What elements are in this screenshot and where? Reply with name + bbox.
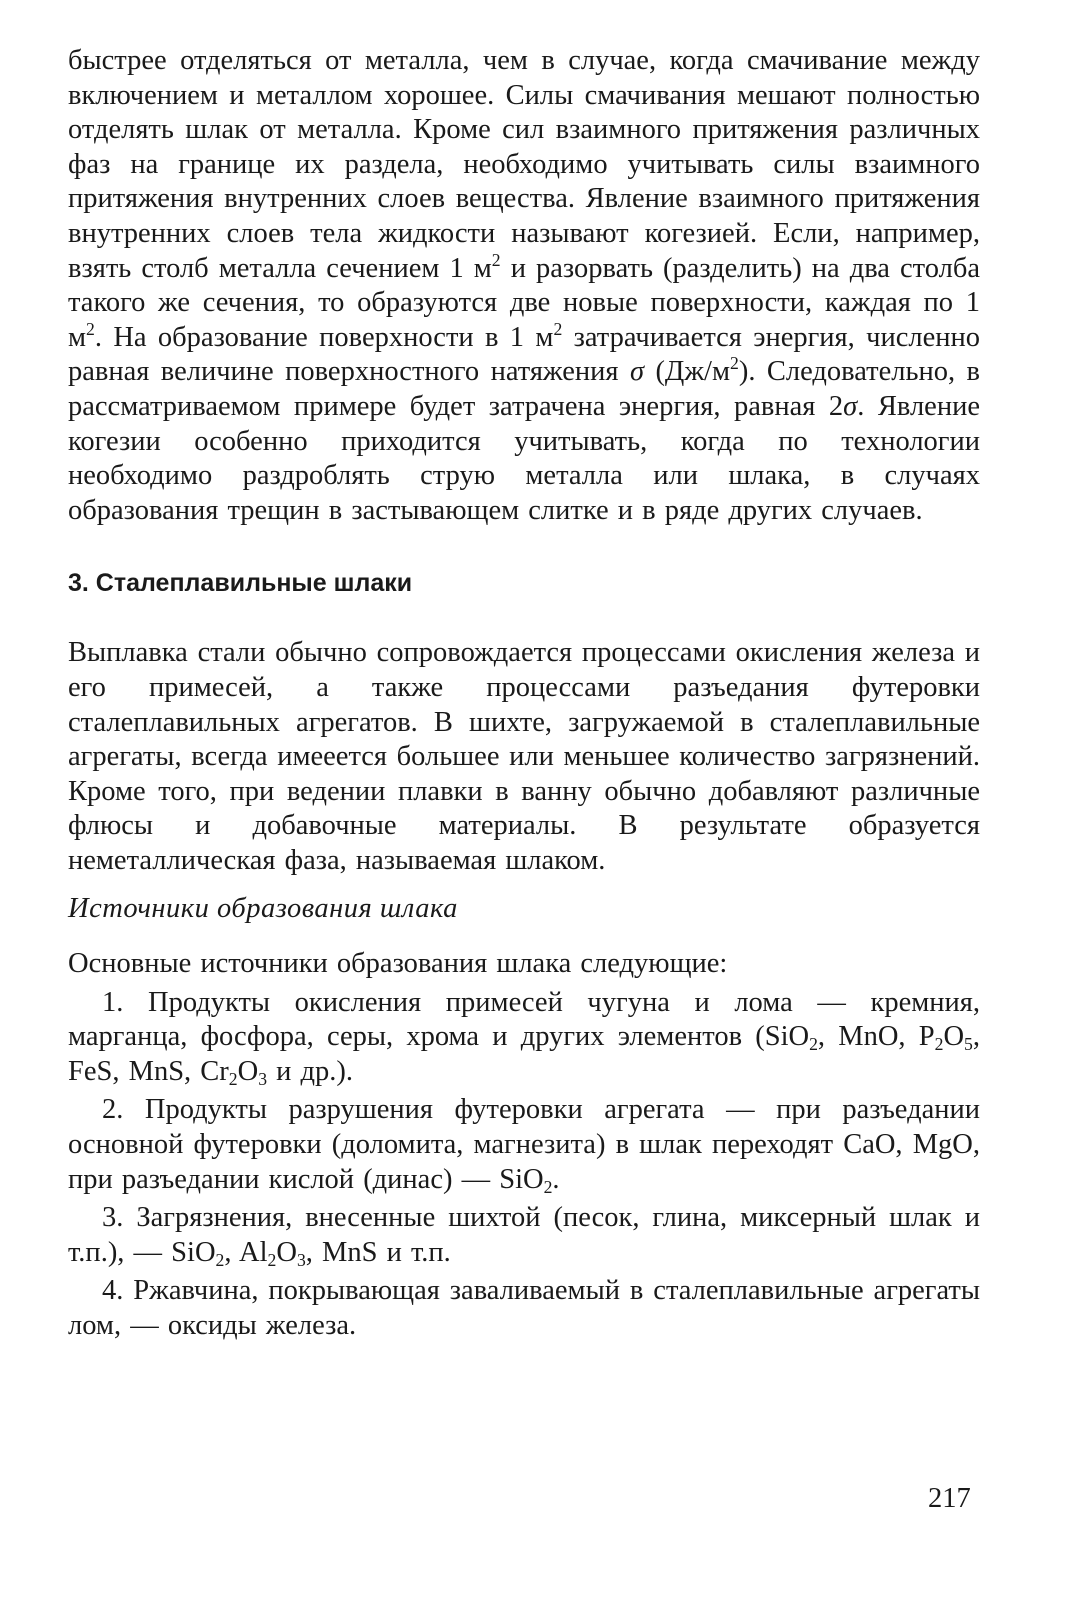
superscript: 2	[86, 318, 95, 339]
list-item-4: 4. Ржавчина, покрывающая заваливаемый в сталеплавильные агрегаты лом, — оксиды железа.	[68, 1275, 980, 1341]
paragraph-text: ). Следовательно, в рассматриваемом примере будет затрачена энергия, равная 2	[68, 356, 980, 422]
list-item-2	[68, 1093, 980, 1197]
subscript: 3	[296, 1249, 306, 1270]
list-item-3	[68, 1201, 980, 1270]
subscript: 2	[543, 1176, 553, 1197]
paragraph-text: (Дж/м	[644, 356, 731, 388]
list-item-text: , FeS, MnS, Cr	[68, 1021, 980, 1087]
superscript: 2	[553, 318, 563, 339]
subscript: 2	[228, 1068, 238, 1089]
list-item-text: O	[943, 1021, 965, 1053]
list-item-text: .	[552, 1163, 560, 1195]
list-item-1	[68, 986, 980, 1090]
list-item-text: и др.).	[267, 1055, 354, 1087]
sigma-symbol: σ	[629, 356, 644, 388]
subscript: 2	[809, 1034, 818, 1055]
list-item-text: O	[237, 1055, 259, 1087]
section-heading: 3. Сталеплавильные шлаки	[68, 569, 413, 598]
subscript: 5	[964, 1034, 973, 1055]
list-intro: Основные источники образования шлака следующие:	[68, 948, 728, 980]
list-item-text: 3. Загрязнения, внесенные шихтой (песок, глина, миксерный шлак и т.п.), — SiO	[68, 1202, 980, 1268]
page-body	[68, 44, 980, 1344]
list-item-text: 1. Продукты окисления примесей чугуна и лома — кремния, марганца, фосфора, серы, хрома и других элементов (SiO	[68, 986, 980, 1053]
paragraph-cohesion	[68, 44, 980, 528]
paragraph-text: . Явление когезии особенно приходится учитывать, когда по технологии необходимо раздроблять струю металла или шлака, в случаях образования трещин в застывающем слитке и в ряде других случаев.	[68, 390, 980, 526]
paragraph-text: быстрее отделяться от металла, чем в случае, когда смачивание между включением и металлом хорошее. Силы смачивания мешают полностью отделять шлак от металла. Кроме сил взаимного притяжения различных фаз на границе их раздела, необходимо учитывать силы взаимного притяжения внутренних слоев вещества. Явление взаимного притяжения внутренних слоев тела жидкости называют когезией. Если, например, взять столб металла сечением 1 м	[68, 45, 980, 284]
superscript: 2	[730, 353, 739, 374]
subscript: 2	[267, 1249, 277, 1270]
list-item-text: O	[276, 1236, 297, 1268]
superscript: 2	[491, 249, 501, 270]
list-item-text: , Al	[224, 1236, 268, 1268]
list-item-text: 2. Продукты разрушения футеровки агрегата — при разъедании основной футеровки (доломита, магнезита) в шлак переходят CaO, MgO, при разъедании кислой (динас) — SiO	[68, 1094, 980, 1195]
list-item-text: , MnO, P	[817, 1021, 935, 1053]
page-number: 217	[928, 1483, 971, 1514]
sigma-symbol: σ	[843, 390, 858, 422]
paragraph-text: . На образование поверхности в 1 м	[94, 321, 554, 353]
list-item-text: , MnS и т.п.	[305, 1236, 451, 1268]
subscript: 2	[934, 1034, 944, 1055]
subscript: 3	[258, 1068, 268, 1089]
subscript: 2	[215, 1249, 225, 1270]
subheading: Источники образования шлака	[68, 893, 458, 925]
paragraph-text: затрачивается энергия, численно равная величине поверхностного натяжения	[68, 321, 981, 388]
paragraph-text: и разорвать (разделить) на два столба такого же сечения, то образуются две новые поверхности, каждая по 1 м	[68, 252, 980, 353]
paragraph-steelmaking-slags: Выплавка стали обычно сопровождается процессами окисления железа и его примесей, а также процессами разъедания футеровки сталеплавильных агрегатов. В шихте, загружаемой в сталеплавильные агрегаты, всегда имееется большее или меньшее количество загрязнений. Кроме того, при ведении плавки в ванну обычно добавляют различные флюсы и добавочные материалы. В результате образуется неметаллическая фаза, называемая шлаком.	[68, 637, 980, 876]
